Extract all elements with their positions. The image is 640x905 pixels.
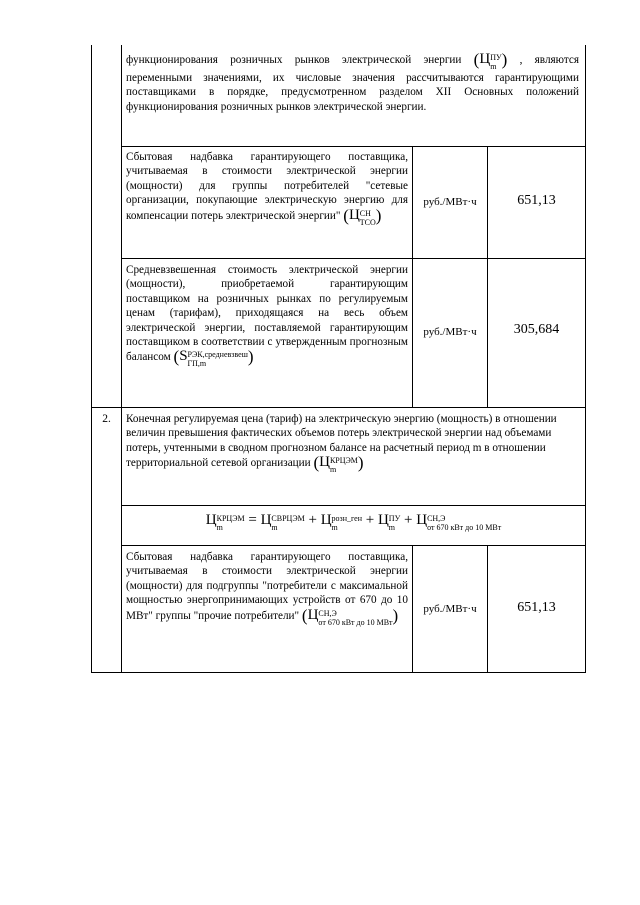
- formula-sn: (Ц СН,Э от 670 кВт до 10 МВт ): [301, 605, 399, 627]
- table-row-line: [121, 258, 586, 259]
- row-2-description: Конечная регулируемая цена (тариф) на электрическую энергию (мощность) в отношении величин превышения фактических объемов потерь электрической энергии над объемами потерь, учтенными в сводном прогнозном балансе на расчетный период m в отношении территориальной сетевой организации (Ц КРЦЭМ m ): [126, 413, 557, 475]
- row-avg-description: Средневзвешенная стоимость электрической энергии (мощности), приобретаемой гарантирующим поставщиком на розничных рынках по регулируемым ценам (тарифам), приходящаяся на весь объем электрической энергии, поставляемой гарантирующим поставщиком в соответствии с утвержденным прогнозным балансом (S РЭК,средневзвеш ГП,m ): [126, 264, 408, 369]
- row-sn-unit: руб./МВт·ч: [423, 603, 477, 615]
- table-border-value-left: [487, 146, 488, 407]
- table-row-line: [121, 505, 586, 506]
- table-row-line: [121, 146, 586, 147]
- row-tso-value: 651,13: [517, 193, 556, 208]
- table-row-line: [91, 407, 586, 408]
- table-border-right: [585, 45, 586, 672]
- formula-main: Ц КРЦЭМ m = Ц СВРЦЭМ m + Ц розн_ген m + Ц ПУ m + Ц СН,Э от 670 кВт до 10 МВт: [205, 512, 502, 532]
- formula-avg: (S РЭК,средневзвеш ГП,m ): [173, 347, 254, 369]
- table-row-line: [91, 672, 586, 673]
- formula-tso: (Ц СН ТСО ): [343, 205, 382, 227]
- table-border-unit-left: [412, 146, 413, 407]
- table-border-left: [91, 45, 92, 672]
- table-row-line: [121, 545, 586, 546]
- table-border-col1: [121, 45, 122, 672]
- row-tso-unit: руб./МВт·ч: [423, 196, 477, 208]
- row-avg-unit: руб./МВт·ч: [423, 326, 477, 338]
- row-number: 2.: [102, 413, 111, 425]
- row-sn-value: 651,13: [517, 600, 556, 615]
- row-avg-value: 305,684: [513, 322, 560, 337]
- row-tso-description: Сбытовая надбавка гарантирующего поставщика, учитываемая в стоимости электрической энергии (мощности) для группы потребителей "сетевые организации, покупающие электрическую энергию для компенсации потерь электрической энергии" (Ц СН ТСО ): [126, 151, 408, 227]
- paragraph-top: функционирования розничных рынков электрической энергии (Ц ПУ m ) , являются переменными значениями, их числовые значения рассчитываются гарантирующими поставщиками в порядке, предусмотренном разделом XII Основных положений функционирования розничных рынков электрической энергии.: [126, 50, 580, 113]
- row-sn-description: Сбытовая надбавка гарантирующего поставщика, учитываемая в стоимости электрической энергии (мощности) для подгруппы "потребители с максимальной мощностью энергопринимающих устройств от 670 до 10 МВт" группы "прочие потребители" (Ц СН,Э от 670 кВт до 10 МВт ): [126, 551, 408, 627]
- link-section-xii[interactable]: разделом XII: [379, 86, 452, 99]
- formula-pu: (Ц ПУ m ): [473, 50, 508, 71]
- formula-krcem: (Ц КРЦЭМ m ): [313, 453, 364, 475]
